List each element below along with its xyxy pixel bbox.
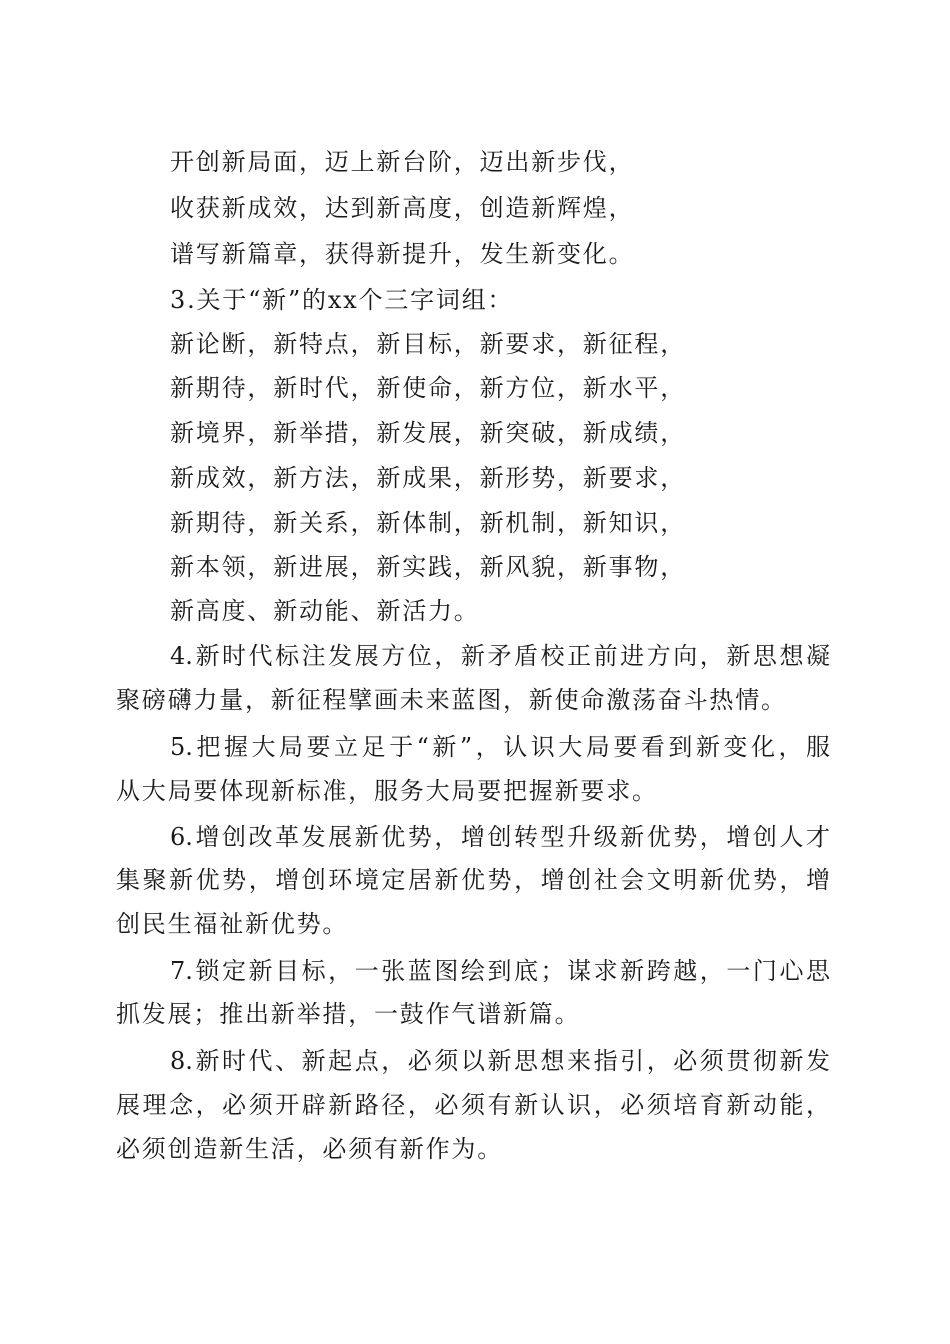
paragraph-line: 7.锁定新目标，一张蓝图绘到底；谋求新跨越，一门心思	[170, 957, 830, 985]
paragraph-line: 必须创造新生活，必须有新作为。	[116, 1135, 503, 1163]
paragraph-line: 集聚新优势，增创环境定居新优势，增创社会文明新优势，增	[116, 866, 830, 894]
text-line: 新论断，新特点，新目标，新要求，新征程，	[170, 330, 686, 358]
paragraph-line: 展理念，必须开辟新路径，必须有新认识，必须培育新动能，	[116, 1091, 830, 1119]
paragraph-line: 5.把握大局要立足于“新”，认识大局要看到新变化，服	[170, 733, 830, 761]
paragraph-line: 4.新时代标注发展方位，新矛盾校正前进方向，新思想凝	[170, 642, 830, 670]
text-line: 新高度、新动能、新活力。	[170, 597, 480, 625]
paragraph-line: 创民生福祉新优势。	[116, 910, 349, 938]
text-line: 开创新局面，迈上新台阶，迈出新步伐，	[170, 148, 635, 176]
text-line: 新期待，新时代，新使命，新方位，新水平，	[170, 374, 686, 402]
text-line: 新期待，新关系，新体制，新机制，新知识，	[170, 509, 686, 537]
text-line: 谱写新篇章，获得新提升，发生新变化。	[170, 240, 635, 268]
paragraph-line: 聚磅礴力量，新征程擘画未来蓝图，新使命激荡奋斗热情。	[116, 686, 787, 714]
paragraph-line: 6.增创改革发展新优势，增创转型升级新优势，增创人才	[170, 823, 830, 851]
text-line: 收获新成效，达到新高度，创造新辉煌，	[170, 194, 635, 222]
paragraph-line: 从大局要体现新标准，服务大局要把握新要求。	[116, 777, 658, 805]
text-line: 新本领，新进展，新实践，新风貌，新事物，	[170, 553, 686, 581]
section-heading: 3.关于“新”的xx个三字词组：	[170, 286, 514, 314]
paragraph-line: 抓发展；推出新举措，一鼓作气谱新篇。	[116, 1000, 581, 1028]
text-line: 新境界，新举措，新发展，新突破，新成绩，	[170, 419, 686, 447]
paragraph-line: 8.新时代、新起点，必须以新思想来指引，必须贯彻新发	[170, 1047, 830, 1075]
text-line: 新成效，新方法，新成果，新形势，新要求，	[170, 464, 686, 492]
